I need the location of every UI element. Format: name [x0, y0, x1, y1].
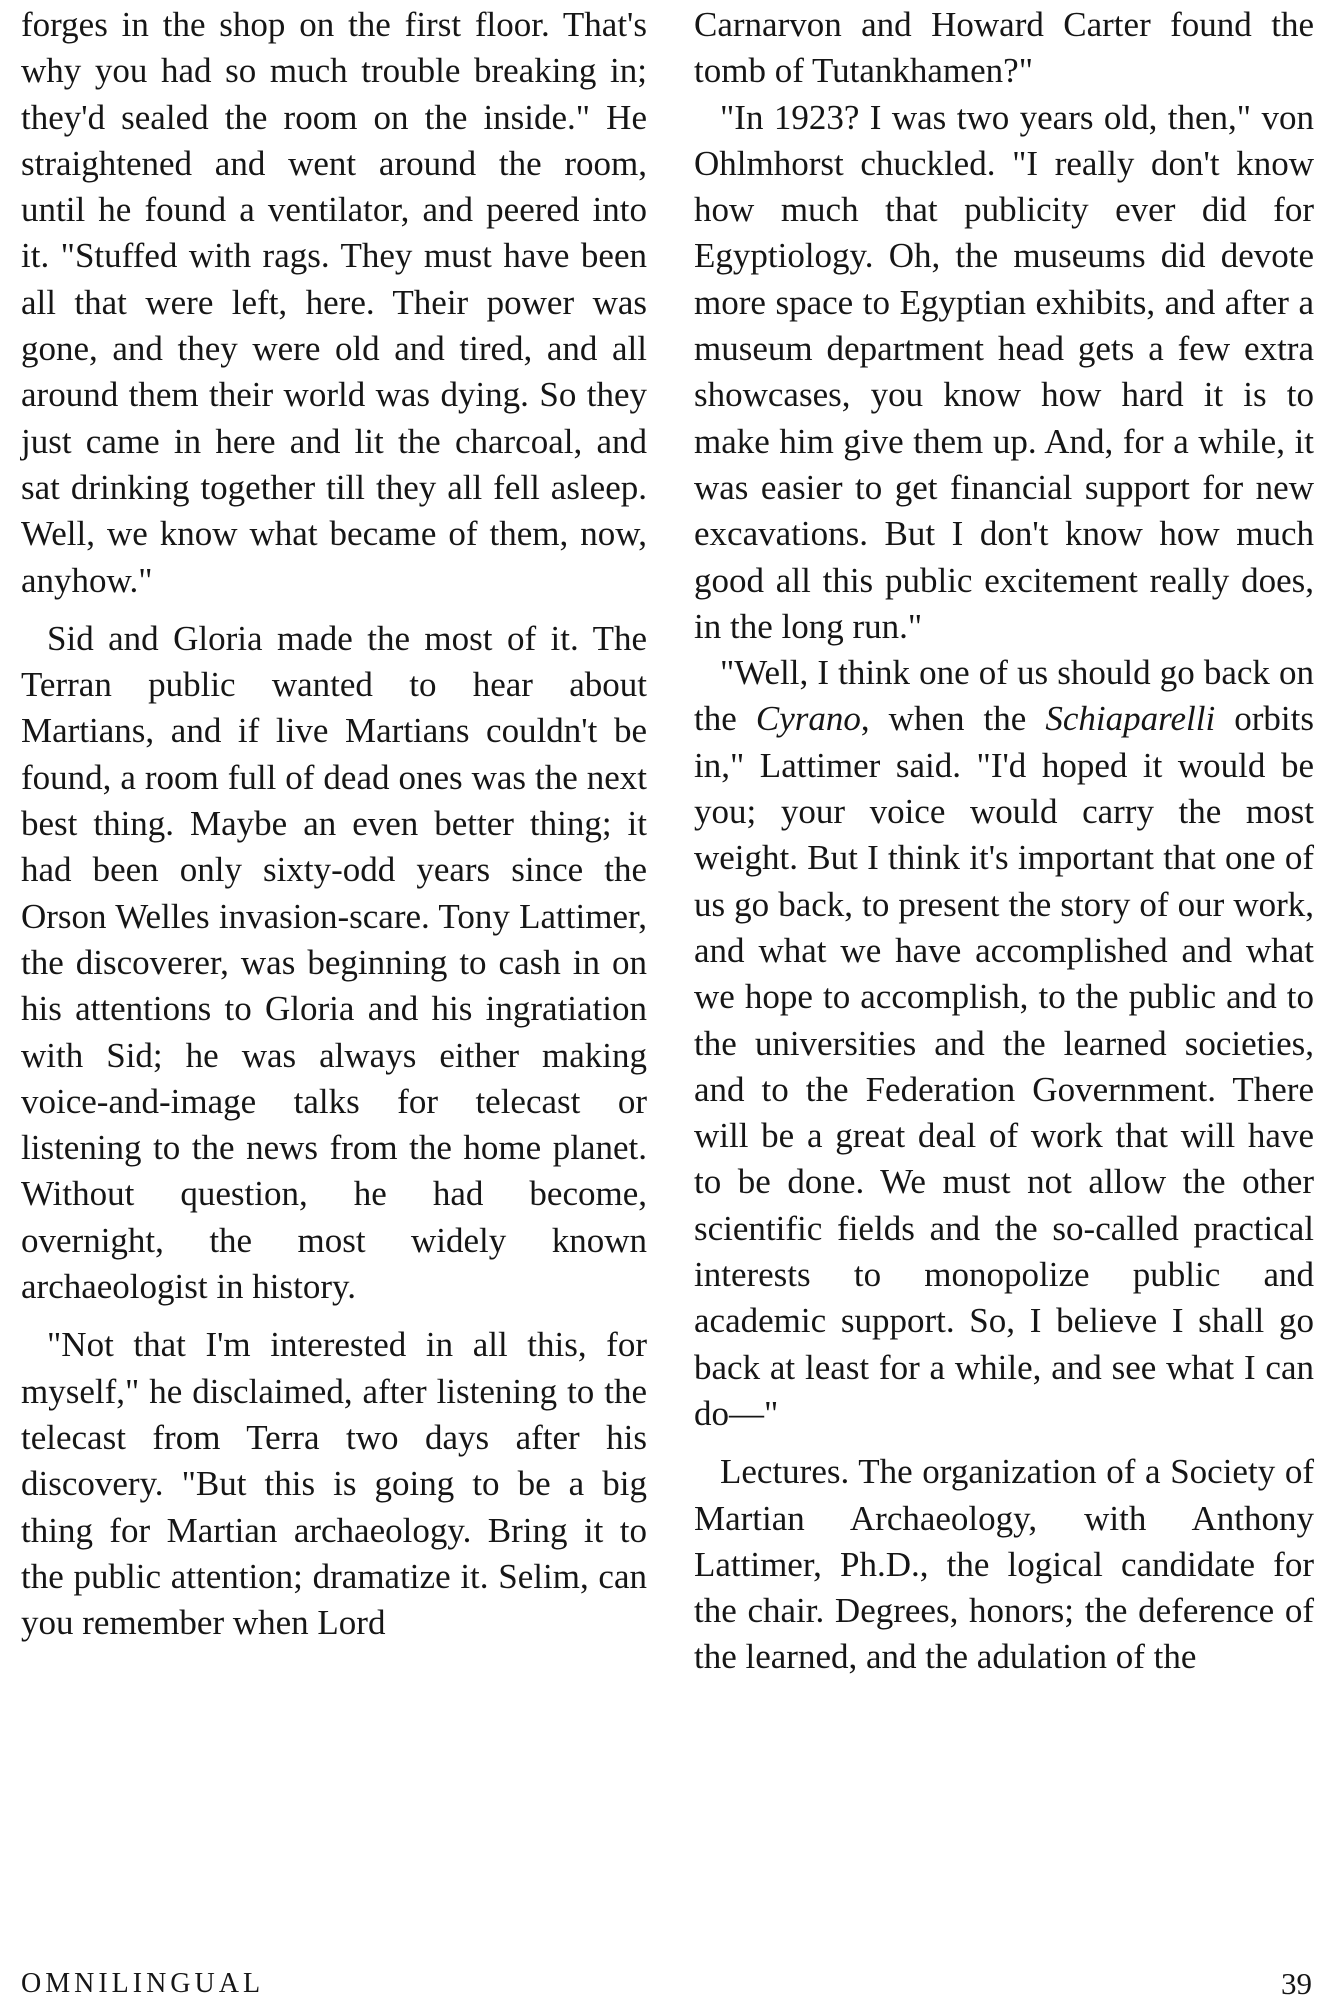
paragraph-lattimer-go-back — [694, 650, 1314, 1437]
ship-name-cyrano: Cyrano — [755, 699, 861, 739]
left-column — [21, 2, 647, 1646]
text-segment: , when the — [860, 699, 1046, 739]
paragraph-von-ohlmhorst: "In 1923? I was two years old, then," von Ohlmhorst chuckled. "I really don't know how much that publicity ever did for Egyptiology. Oh, the museums did devote more space to Egyptian exhibits, and after a museum department head gets a few extra showcases, you know how hard it is to make him give them up. And, for a while, it was easier to get financial support for new excavations. But I don't know how much good all this public excitement really does, in the long run." — [694, 97, 1314, 646]
paragraph-lectures: Lectures. The organization of a Society of Martian Archaeology, with Anthony Lattimer, Ph.D., the logical candidate for the chair. Degrees, honors; the deference of the learned, and the adulation of the — [694, 1452, 1314, 1677]
page-number: 39 — [1281, 1966, 1312, 2001]
text-segment: "Well, I think one of us should go back on the — [694, 653, 1314, 739]
running-title: OMNILINGUAL — [21, 1968, 265, 1999]
paragraph-sid-and-gloria: Sid and Gloria made the most of it. The Terran public wanted to hear about Martians, and if live Martians couldn't be found, a room full of dead ones was the next best thing. Maybe an even better thing; it had been only sixty-odd years since the Orson Welles invasion-scare. Tony Lattimer, the discoverer, was beginning to cash in on his attentions to Gloria and his ingratiation with Sid; he was always either making voice-and-image talks for telecast or listening to the news from the home planet. Without question, he had become, overnight, the most widely known archaeologist in history. — [21, 618, 647, 1307]
text-segment: orbits in," Lattimer said. "I'd hoped it would be you; your voice would carry the most weight. But I think it's important that one of us go back, to present the story of our work, and what we have accomplished and what we hope to accomplish, to the public and to the universities and the learned societies, and to the Federation Government. There will be a great deal of work that will have to be done. We must not allow the other scientific fields and the so-called practical interests to monopolize public and academic support. So, I believe I shall go back at least for a while, and see what I can do—" — [694, 699, 1314, 1433]
paragraph-ventilator: forges in the shop on the first floor. That's why you had so much trouble breaking in; they'd sealed the room on the inside." He straightened and went around the room, until he found a ventilator, and peered into it. "Stuffed with rags. They must have been all that were left, here. Their power was gone, and they were old and tired, and all around them their world was dying. So they just came in here and lit the charcoal, and sat drinking together till they all fell asleep. Well, we know what became of them, now, anyhow." — [21, 5, 647, 600]
page-footer — [0, 1964, 1330, 2004]
paragraph-lattimer-disclaimer: "Not that I'm interested in all this, for myself," he disclaimed, after listening to the telecast from Terra two days after his discovery. "But this is going to be a big thing for Martian archaeology. Bring it to the public attention; dramatize it. Selim, can you remember when Lord — [21, 1325, 647, 1643]
right-column — [694, 2, 1314, 1681]
ship-name-schiaparelli: Schiaparelli — [1045, 699, 1216, 739]
paragraph-tutankhamen: Carnarvon and Howard Carter found the tomb of Tutankhamen?" — [694, 5, 1314, 91]
